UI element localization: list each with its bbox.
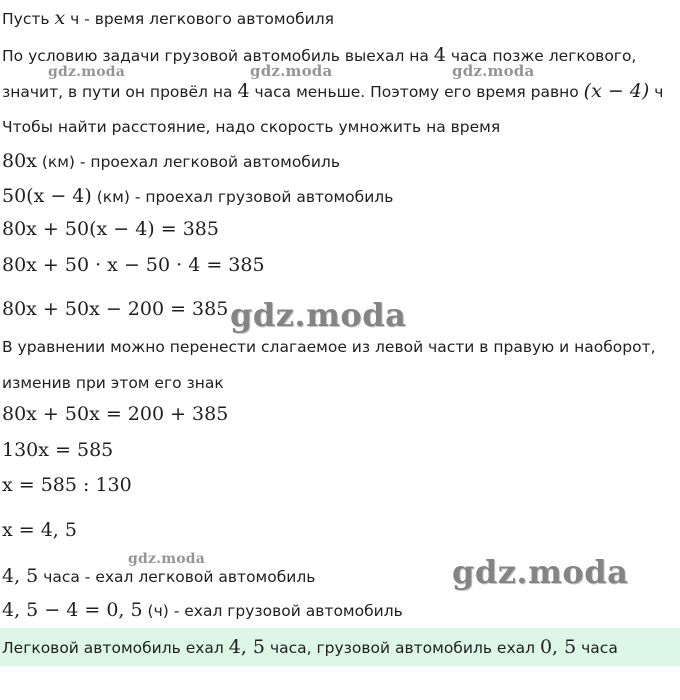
text: значит, в пути он провёл на: [2, 83, 238, 101]
text: Пусть: [2, 10, 55, 28]
math: 80x + 50x = 200 + 385: [2, 403, 229, 425]
watermark: gdz.moda: [128, 551, 206, 567]
text: часа: [576, 639, 618, 657]
line-1: [2, 8, 334, 29]
text: ч - время легкового автомобиля: [65, 10, 334, 28]
line-6: [2, 186, 393, 207]
text: По условию задачи грузовой автомобиль выехал на: [2, 47, 434, 65]
line-13: [2, 440, 113, 460]
text: изменив при этом его знак: [2, 374, 224, 392]
text: ч: [649, 83, 664, 101]
math: 80x: [2, 150, 37, 172]
text: Чтобы найти расстояние, надо скорость умножить на время: [2, 118, 501, 136]
line-17: [2, 600, 403, 621]
math: 80x + 50(x − 4) = 385: [2, 218, 219, 240]
answer-box: [0, 628, 680, 666]
math: x = 585 : 130: [2, 474, 132, 496]
text: Легковой автомобиль ехал: [2, 639, 229, 657]
line-7: [2, 219, 219, 239]
line-16: [2, 566, 315, 587]
line-12: [2, 404, 228, 424]
watermark: gdz.moda: [250, 62, 333, 80]
text: часа - ехал легковой автомобиль: [38, 568, 316, 586]
answer-line: [2, 637, 618, 658]
math: 130x = 585: [2, 439, 114, 461]
line-3: [2, 81, 663, 102]
text: часа меньше. Поэтому его время равно: [249, 83, 584, 101]
math: x = 4, 5: [2, 519, 77, 541]
watermark: gdz.moda: [452, 553, 629, 591]
text: (км) - проехал грузовой автомобиль: [91, 188, 394, 206]
text: часа позже легкового,: [445, 47, 637, 65]
math: 80x + 50x − 200 = 385: [2, 298, 229, 320]
math: 4: [433, 44, 446, 66]
math: 4, 5: [228, 636, 266, 658]
watermark: gdz.moda: [230, 296, 407, 334]
line-10: [2, 337, 656, 357]
line-5: [2, 151, 340, 172]
text: В уравнении можно перенести слагаемое из левой части в правую и наоборот,: [2, 338, 656, 356]
math: x: [54, 7, 66, 29]
math: (x − 4): [583, 80, 650, 102]
line-15: [2, 520, 77, 540]
text: (км) - проехал легковой автомобиль: [36, 153, 340, 171]
line-4: [2, 117, 500, 137]
math: 4, 5 − 4 = 0, 5: [2, 599, 143, 621]
math: 0, 5: [539, 636, 577, 658]
watermark: gdz.moda: [48, 64, 126, 80]
line-8: [2, 255, 265, 275]
math: 4: [237, 80, 250, 102]
text: часа, грузовой автомобиль ехал: [265, 639, 540, 657]
watermark: gdz.moda: [452, 62, 535, 80]
math: 80x + 50 · x − 50 · 4 = 385: [2, 254, 265, 276]
line-11: [2, 373, 224, 393]
math: 4, 5: [2, 565, 39, 587]
math: 50(x − 4): [2, 185, 92, 207]
line-14: [2, 475, 132, 495]
line-9: [2, 299, 228, 319]
text: (ч) - ехал грузовой автомобиль: [142, 602, 403, 620]
